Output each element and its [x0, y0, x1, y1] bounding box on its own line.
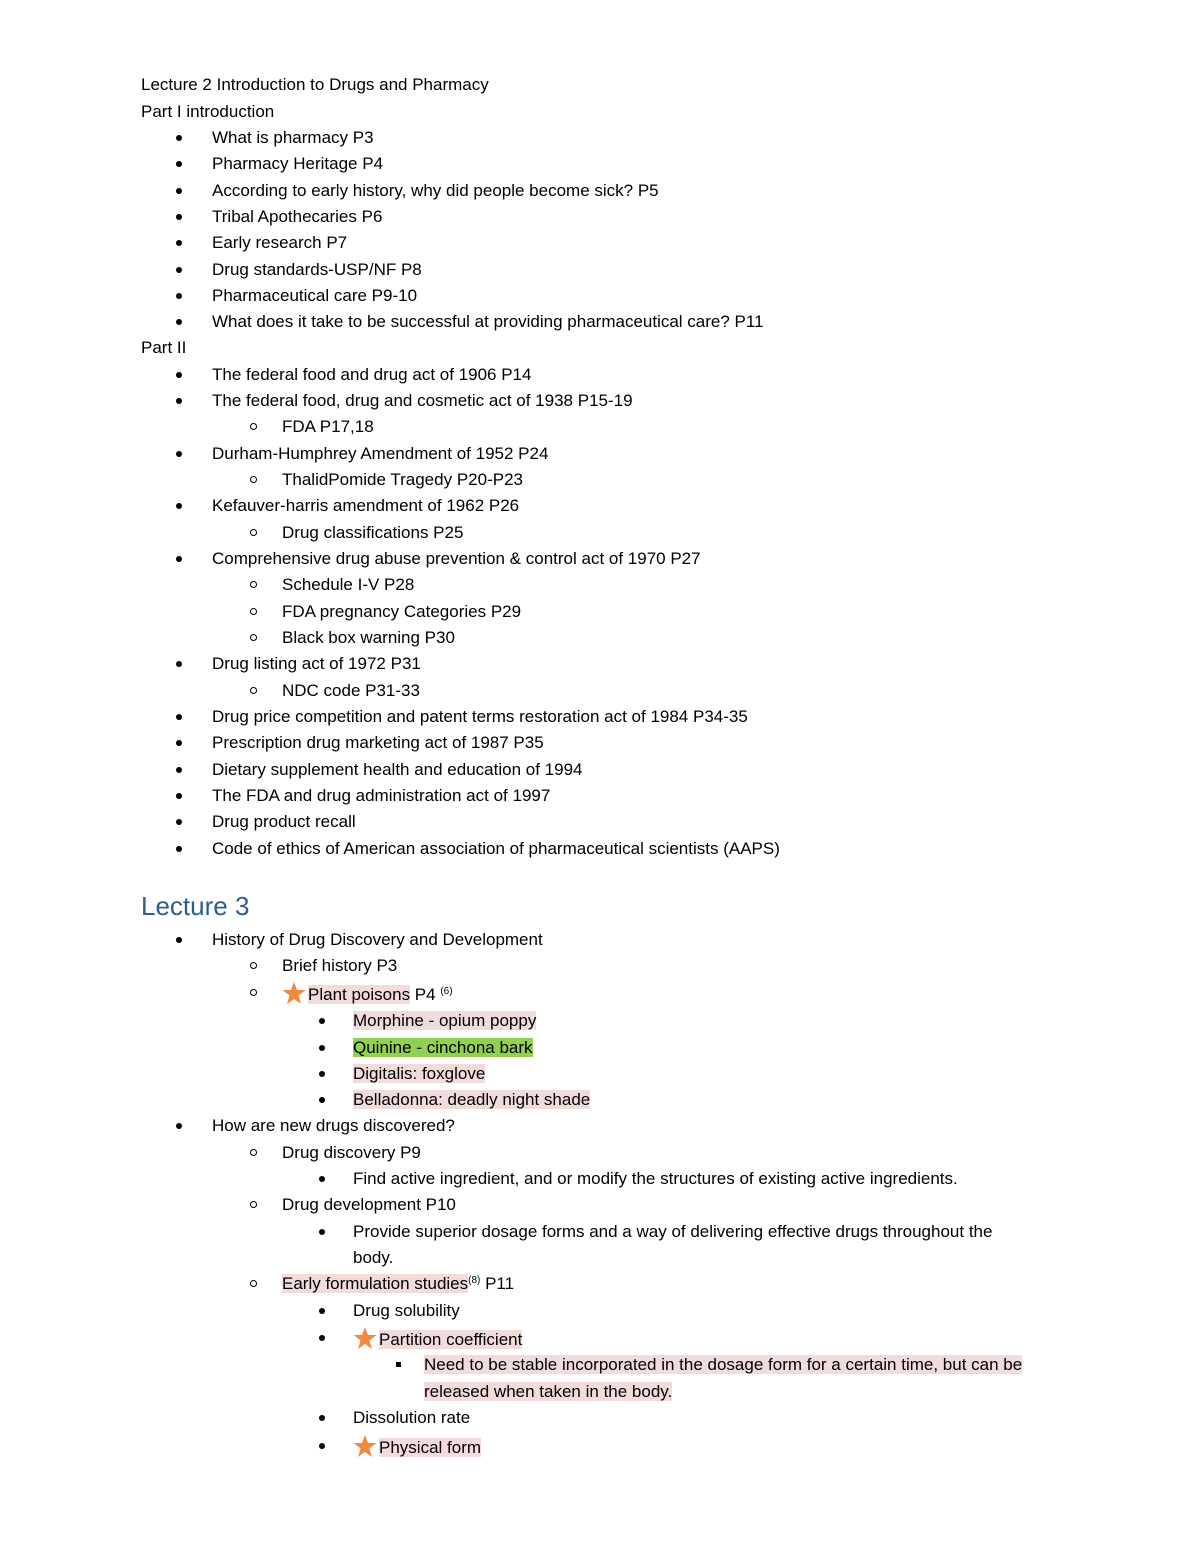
- list-item: Prescription drug marketing act of 1987 P35: [212, 731, 544, 755]
- sub-sub-list-item: Provide superior dosage forms and a way of delivering effective drugs throughout the: [353, 1220, 992, 1244]
- list-item: What does it take to be successful at providing pharmaceutical care? P11: [212, 310, 764, 334]
- continuation-line: body.: [353, 1248, 394, 1267]
- list-item: Drug standards-USP/NF P8: [212, 258, 422, 282]
- sub-list-item: ThalidPomide Tragedy P20-P23: [282, 468, 523, 492]
- list-item: Pharmacy Heritage P4: [212, 152, 383, 176]
- sub-list-item: Early formulation studies$^{(8)}$ P11: [282, 1272, 514, 1296]
- star-icon: [353, 1326, 377, 1350]
- sub-list-item: Drug discovery P9: [282, 1141, 421, 1165]
- sub-sub-list-item: Partition coefficient: [353, 1326, 522, 1352]
- sub-sub-list-item: Belladonna: deadly night shade: [353, 1088, 590, 1112]
- sub-sub-list-item: Morphine - opium poppy: [353, 1009, 536, 1033]
- list-item: Comprehensive drug abuse prevention & control act of 1970 P27: [212, 547, 701, 571]
- list-item: Dietary supplement health and education of 1994: [212, 758, 582, 782]
- list-item: The federal food, drug and cosmetic act of 1938 P15-19: [212, 389, 633, 413]
- star-icon: [353, 1434, 377, 1458]
- sub-sub-list-item: Find active ingredient, and or modify the structures of existing active ingredients.: [353, 1167, 958, 1191]
- part-1-heading: Part I introduction: [141, 102, 275, 121]
- sub-list-item: FDA pregnancy Categories P29: [282, 600, 521, 624]
- sub-sub-list-item: Dissolution rate: [353, 1406, 470, 1430]
- continuation-line: released when taken in the body.: [424, 1382, 673, 1401]
- sub-list-item: Brief history P3: [282, 954, 397, 978]
- sub-list-item: Black box warning P30: [282, 626, 455, 650]
- list-item: Drug product recall: [212, 810, 356, 834]
- list-item: How are new drugs discovered?: [212, 1114, 455, 1138]
- star-icon: [282, 981, 306, 1005]
- list-item: Drug price competition and patent terms restoration act of 1984 P34-35: [212, 705, 748, 729]
- sub-list-item: Drug development P10: [282, 1193, 456, 1217]
- list-item: Kefauver-harris amendment of 1962 P26: [212, 494, 519, 518]
- list-item: The FDA and drug administration act of 1997: [212, 784, 550, 808]
- list-item: According to early history, why did people become sick? P5: [212, 179, 659, 203]
- list-item: Code of ethics of American association of pharmaceutical scientists (AAPS): [212, 837, 780, 861]
- sub-list-item: Drug classifications P25: [282, 521, 463, 545]
- sub-list-item-plant-poisons: Plant poisons P4 $^{(6)}$: [282, 981, 453, 1007]
- list-item: What is pharmacy P3: [212, 126, 374, 150]
- sub-list-item: Schedule I-V P28: [282, 573, 414, 597]
- sub-sub-list-item: Digitalis: foxglove: [353, 1062, 485, 1086]
- list-item: Tribal Apothecaries P6: [212, 205, 382, 229]
- sub-sub-list-item: Physical form: [353, 1434, 481, 1460]
- list-item: Pharmaceutical care P9-10: [212, 284, 417, 308]
- list-item: Durham-Humphrey Amendment of 1952 P24: [212, 442, 548, 466]
- list-item: History of Drug Discovery and Development: [212, 928, 543, 952]
- sub-sub-sub-list-item: Need to be stable incorporated in the dosage form for a certain time, but can be: [424, 1353, 1022, 1377]
- part-2-heading: Part II: [141, 338, 187, 357]
- sub-list-item: NDC code P31-33: [282, 679, 420, 703]
- sub-sub-list-item: Quinine - cinchona bark: [353, 1036, 533, 1060]
- lecture-3-heading: Lecture 3: [141, 891, 250, 921]
- list-item: The federal food and drug act of 1906 P14: [212, 363, 531, 387]
- list-item: Early research P7: [212, 231, 347, 255]
- list-item: Drug listing act of 1972 P31: [212, 652, 421, 676]
- sub-list-item: FDA P17,18: [282, 415, 374, 439]
- lecture-2-title: Lecture 2 Introduction to Drugs and Pharmacy: [141, 75, 489, 94]
- sub-sub-list-item: Drug solubility: [353, 1299, 460, 1323]
